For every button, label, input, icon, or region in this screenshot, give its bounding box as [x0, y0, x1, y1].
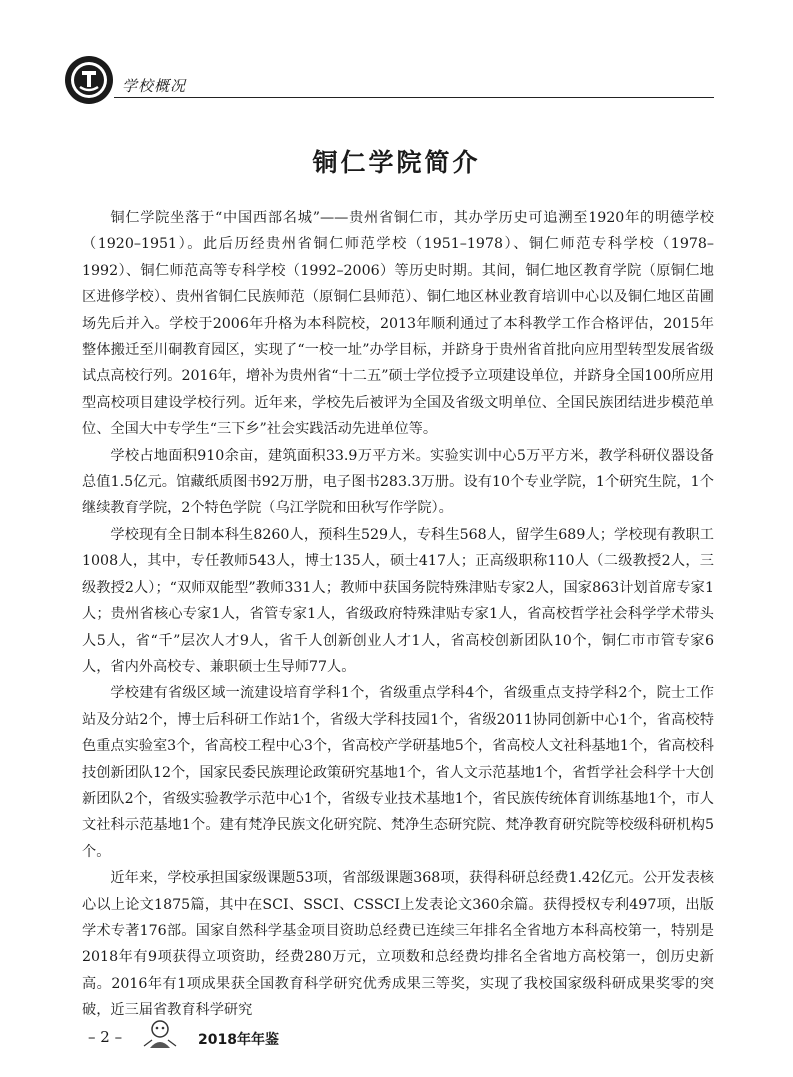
yearbook-mascot-icon	[140, 1018, 180, 1052]
page-title: 铜仁学院简介	[312, 148, 481, 177]
article-body	[82, 205, 714, 1024]
section-label: 学校概况	[122, 77, 187, 95]
paragraph-history: 铜仁学院坐落于“中国西部名城”——贵州省铜仁市，其办学历史可追溯至1920年的明德学校（1920–1951）。此后历经贵州省铜仁师范学校（1951–1978）、铜仁师范专科学校（1978–1992）、铜仁师范高等专科学校（1992–2006）等历史时期。其间，铜仁地区教育学院（原铜仁地区进修学校）、贵州省铜仁民族师范（原铜仁县师范）、铜仁地区林业教育培训中心以及铜仁地区苗圃场先后并入。学校于2006年升格为本科院校，2013年顺利通过了本科教学工作合格评估，2015年整体搬迁至川硐教育园区，实现了“一校一址”办学目标，并跻身于贵州省首批向应用型转型发展省级试点高校行列。2016年，增补为贵州省“十二五”硕士学位授予立项建设单位，并跻身全国100所应用型高校项目建设学校行列。近年来，学校先后被评为全国及省级文明单位、全国民族团结进步模范单位、全国大中专学生“三下乡”社会实践活动先进单位等。	[82, 210, 714, 438]
paragraph-disciplines: 学校建有省级区域一流建设培育学科1个，省级重点学科4个，省级重点支持学科2个，院士工作站及分站2个，博士后科研工作站1个，省级大学科技园1个，省级2011协同创新中心1个，省高校特色重点实验室3个，省高校工程中心3个，省高校产学研基地5个，省高校人文社科基地1个，省高校科技创新团队12个，国家民委民族理论政策研究基地1个，省人文示范基地1个，省哲学社会科学十大创新团队2个，省级实验教学示范中心1个，省级专业技术基地1个，省民族传统体育训练基地1个，市人文社科示范基地1个。建有梵净民族文化研究院、梵净生态研究院、梵净教育研究院等校级科研机构5个。	[82, 685, 714, 860]
university-seal-icon	[64, 55, 114, 105]
header-divider	[114, 97, 714, 98]
paragraph-research: 近年来，学校承担国家级课题53项，省部级课题368项，获得科研总经费1.42亿元。公开发表核心以上论文1875篇，其中在SCI、SSCI、CSSCI上发表论文360余篇。获得授权专利497项，出版学术专著176部。国家自然科学基金项目资助总经费已连续三年排名全省地方本科高校第一，特别是2018年有9项获得立项资助，经费280万元，立项数和总经费均排名全省地方高校第一，创历史新高。2016年有1项成果获全国教育科学研究优秀成果三等奖，实现了我校国家级科研成果奖零的突破，近三届省教育科学研究	[82, 870, 714, 1019]
page-header	[64, 55, 714, 105]
page-number: – 2 –	[88, 1028, 123, 1046]
yearbook-label: 2018年年鉴	[198, 1032, 279, 1048]
paragraph-staff: 学校现有全日制本科生8260人，预科生529人，专科生568人，留学生689人；学校现有教职工1008人，其中，专任教师543人，博士135人，硕士417人；正高级职称110人（二级教授2人，三级教授2人）；“双师双能型”教师331人；教师中获国务院特殊津贴专家2人，国家863计划首席专家1人；贵州省核心专家1人，省管专家1人，省级政府特殊津贴专家1人，省高校哲学社会科学学术带头人5人，省“千”层次人才9人，省千人创新创业人才1人，省高校创新团队10个，铜仁市市管专家6人，省内外高校专、兼职硕士生导师77人。	[82, 526, 714, 675]
page-footer	[88, 1018, 348, 1058]
paragraph-campus: 学校占地面积910余亩，建筑面积33.9万平方米。实验实训中心5万平方米，教学科研仪器设备总值1.5亿元。馆藏纸质图书92万册，电子图书283.3万册。设有10个专业学院，1个研究生院，1个继续教育学院，2个特色学院（乌江学院和田秋写作学院）。	[82, 447, 714, 517]
